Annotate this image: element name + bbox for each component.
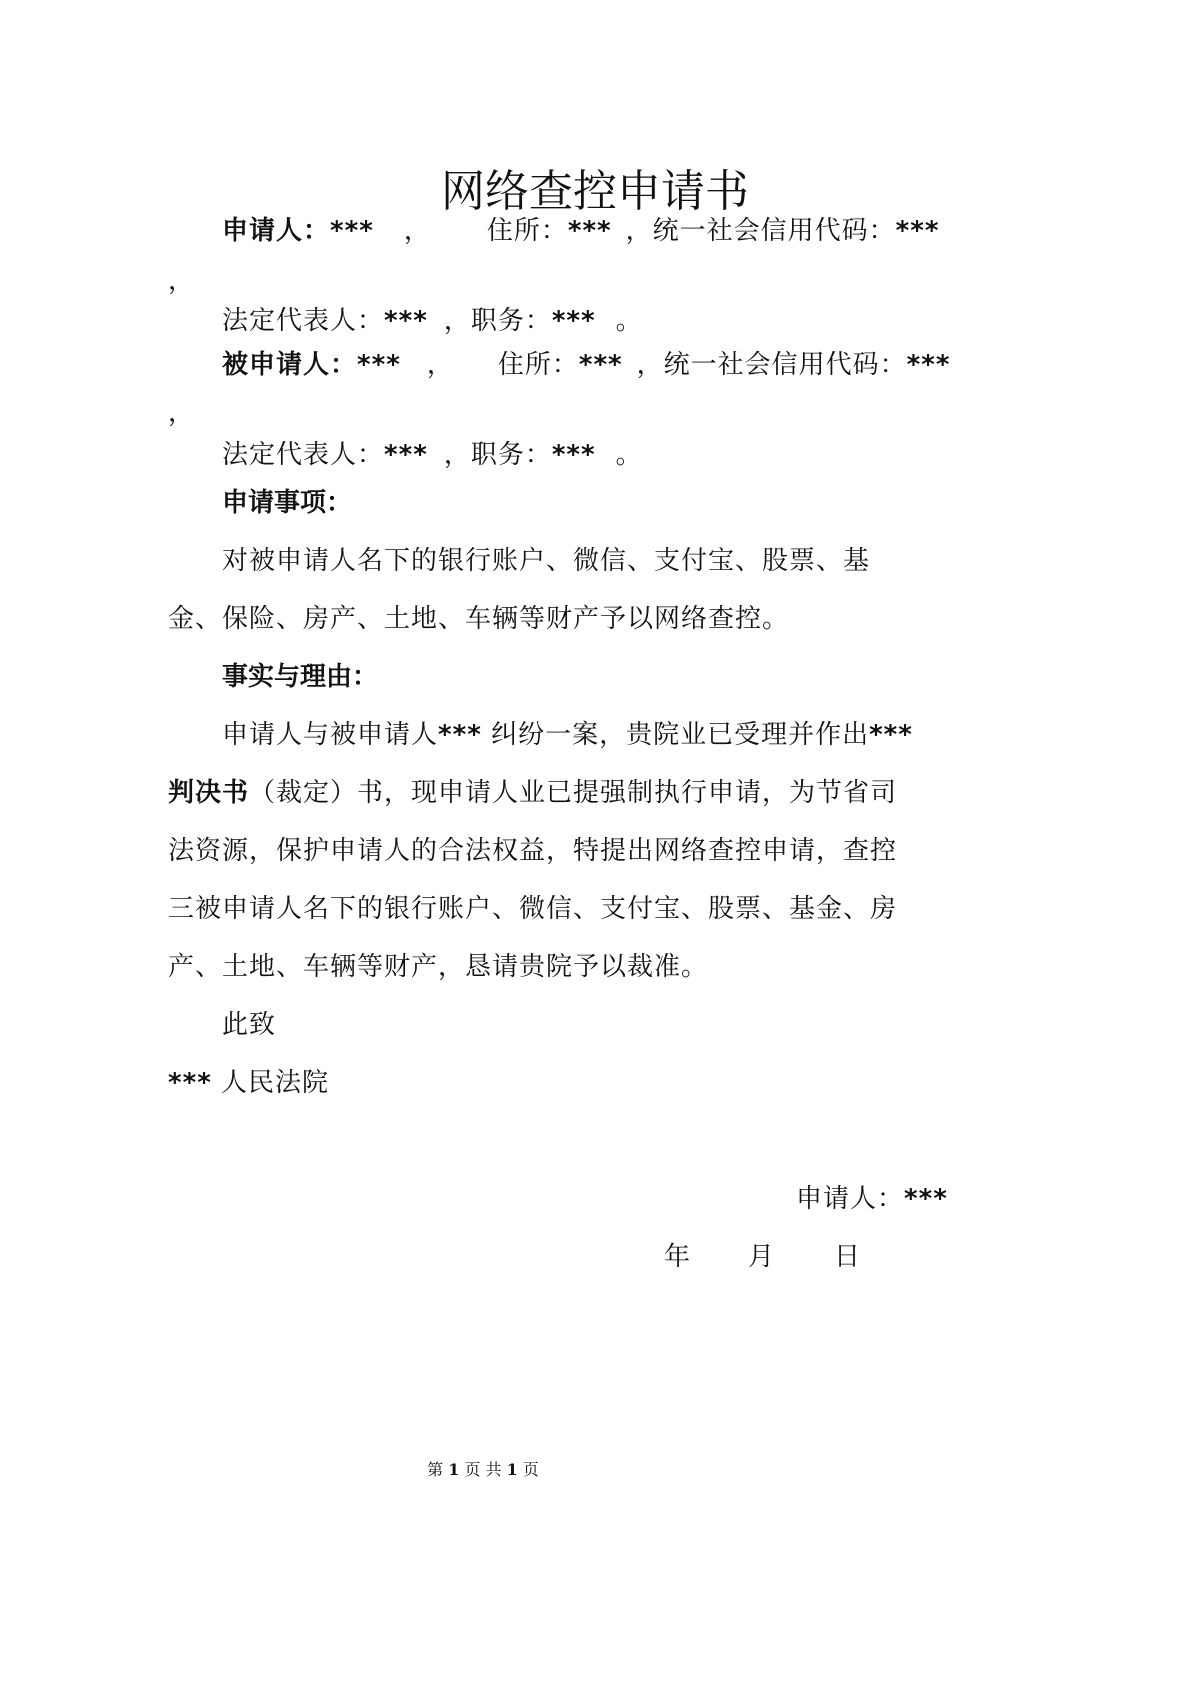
applicant-name: *** bbox=[330, 216, 374, 246]
facts-line-1-a: 申请人与被申请人 bbox=[222, 720, 439, 750]
applicant-credit-label: ，统一社会信用代码： bbox=[625, 216, 896, 246]
applicant-legal-rep: *** bbox=[384, 306, 428, 336]
respondent-position-label: ，职务： bbox=[443, 440, 552, 470]
respondent-label: 被申请人： bbox=[222, 350, 358, 380]
applicant-comma: ， bbox=[403, 216, 431, 246]
respondent-wrap-comma: ， bbox=[168, 398, 195, 428]
applicant-legal-rep-label: 法定代表人： bbox=[222, 306, 385, 336]
footer-middle: 页 共 bbox=[464, 1460, 502, 1479]
signature-day: 日 bbox=[834, 1242, 861, 1272]
applicant-address-label: 住所： bbox=[486, 216, 568, 246]
facts-line-1 bbox=[222, 722, 913, 748]
facts-line-4: 三被申请人名下的银行账户、微信、支付宝、股票、基金、房 bbox=[168, 894, 898, 924]
request-heading: 申请事项： bbox=[222, 488, 353, 518]
court-name: *** bbox=[168, 1068, 212, 1098]
respondent-line bbox=[222, 352, 950, 378]
page-footer bbox=[0, 1457, 966, 1480]
respondent-period: 。 bbox=[615, 440, 643, 470]
applicant-position-label: ，职务： bbox=[443, 306, 552, 336]
request-line-1: 对被申请人名下的银行账户、微信、支付宝、股票、基 bbox=[222, 546, 871, 576]
footer-total: 1 bbox=[506, 1460, 518, 1479]
applicant-period: 。 bbox=[615, 306, 643, 336]
respondent-address-label: 住所： bbox=[497, 350, 579, 380]
applicant-legal-line bbox=[222, 308, 643, 334]
facts-line-5: 产、土地、车辆等财产，恳请贵院予以裁准。 bbox=[168, 952, 709, 982]
signature-line bbox=[796, 1186, 948, 1212]
court-line bbox=[168, 1070, 329, 1096]
applicant-address: *** bbox=[567, 216, 612, 246]
facts-line-1-b: *** bbox=[438, 720, 482, 750]
applicant-credit: *** bbox=[895, 216, 940, 246]
respondent-name: *** bbox=[357, 350, 401, 380]
salutation: 此致 bbox=[222, 1010, 277, 1040]
facts-heading: 事实与理由： bbox=[222, 662, 379, 692]
respondent-legal-rep: *** bbox=[384, 440, 428, 470]
footer-prefix: 第 bbox=[427, 1460, 444, 1479]
respondent-position: *** bbox=[551, 440, 596, 470]
respondent-comma: ， bbox=[426, 350, 454, 380]
court-suffix: 人民法院 bbox=[211, 1068, 330, 1098]
footer-page: 1 bbox=[448, 1460, 460, 1479]
signature-year: 年 bbox=[664, 1242, 691, 1272]
respondent-credit-label: ，统一社会信用代码： bbox=[636, 350, 907, 380]
facts-line-2-b: （裁定）书，现申请人业已提强制执行申请，为节省司 bbox=[249, 778, 898, 808]
facts-line-3: 法资源，保护申请人的合法权益，特提出网络查控申请，查控 bbox=[168, 836, 898, 866]
applicant-wrap-comma: ， bbox=[168, 266, 195, 296]
facts-line-2-a: 判决书 bbox=[168, 778, 250, 808]
request-line-2: 金、保险、房产、土地、车辆等财产予以网络查控。 bbox=[168, 604, 790, 634]
signature-label: 申请人： bbox=[796, 1184, 905, 1214]
respondent-address: *** bbox=[578, 350, 623, 380]
respondent-legal-rep-label: 法定代表人： bbox=[222, 440, 385, 470]
applicant-position: *** bbox=[551, 306, 596, 336]
facts-line-2 bbox=[168, 780, 897, 806]
facts-line-1-c: 纠纷一案，贵院业已受理并作出 bbox=[481, 720, 870, 750]
document-title: 网络查控申请书 bbox=[441, 166, 749, 217]
applicant-line bbox=[222, 218, 939, 244]
respondent-credit: *** bbox=[906, 350, 951, 380]
respondent-legal-line bbox=[222, 442, 643, 468]
footer-suffix: 页 bbox=[522, 1460, 539, 1479]
signature-name: *** bbox=[904, 1184, 948, 1214]
signature-month: 月 bbox=[748, 1242, 775, 1272]
applicant-label: 申请人： bbox=[222, 216, 331, 246]
facts-line-1-d: *** bbox=[869, 720, 913, 750]
